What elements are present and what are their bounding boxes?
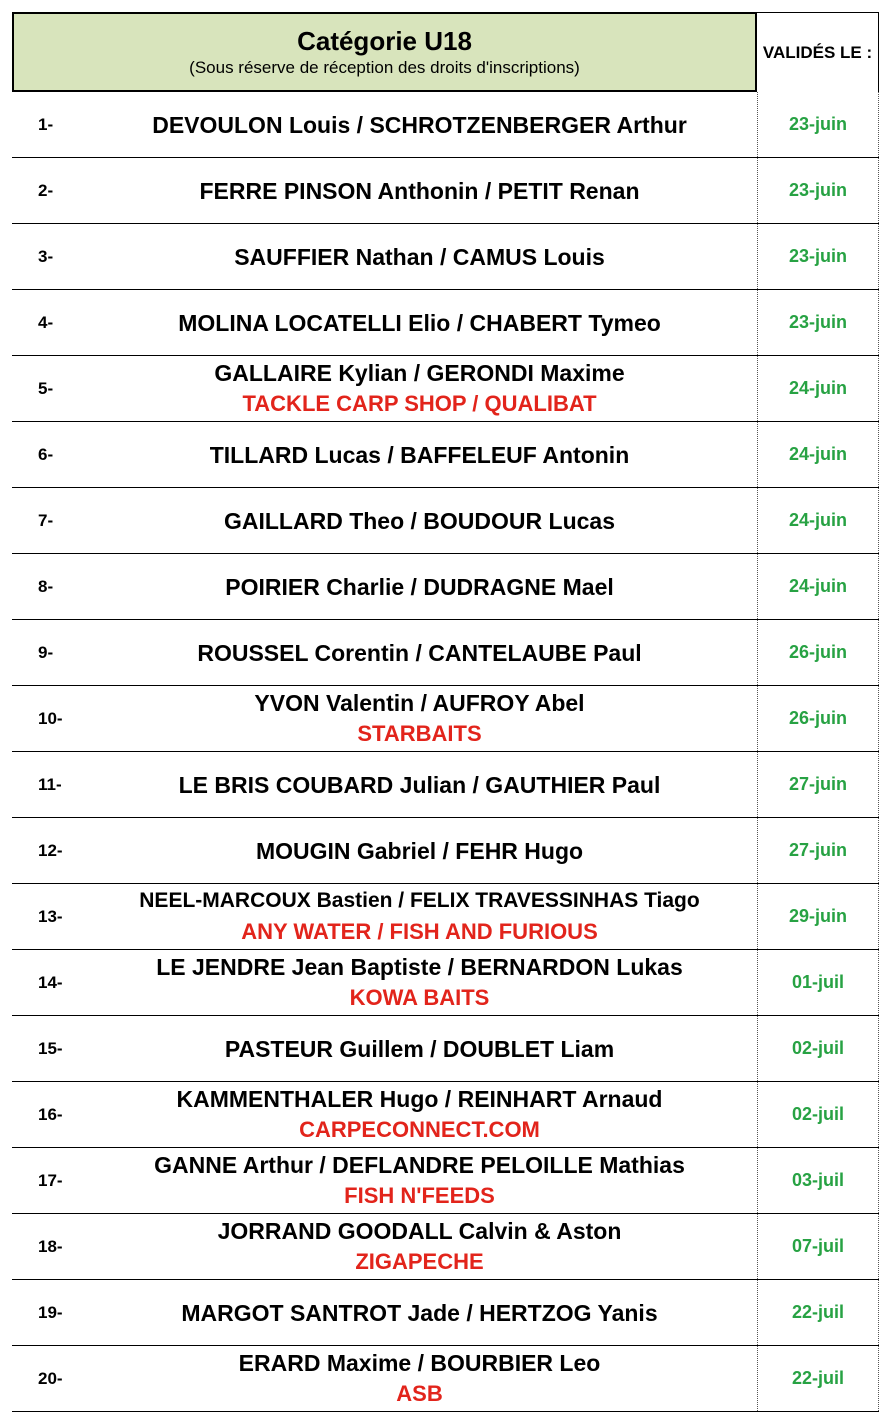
table-row — [12, 158, 879, 224]
table-row — [12, 488, 879, 554]
table-row — [12, 686, 879, 752]
validation-date: 24-juin — [757, 554, 879, 619]
row-number: 8- — [38, 576, 54, 596]
validation-date: 23-juin — [757, 92, 879, 157]
team-names: MOLINA LOCATELLI Elio / CHABERT Tymeo — [178, 309, 661, 336]
team-cell — [82, 752, 757, 817]
sponsor-name: ASB — [396, 1380, 443, 1406]
validated-header: VALIDÉS LE : — [757, 12, 879, 92]
row-number: 9- — [38, 642, 54, 662]
team-names: GALLAIRE Kylian / GERONDI Maxime — [214, 359, 625, 386]
row-number: 4- — [38, 312, 54, 332]
row-number: 11- — [38, 774, 62, 794]
team-cell — [82, 1214, 757, 1279]
team-names: LE JENDRE Jean Baptiste / BERNARDON Lukas — [156, 953, 683, 980]
table-row — [12, 884, 879, 950]
team-cell — [82, 224, 757, 289]
row-number: 13- — [38, 906, 63, 926]
team-names: JORRAND GOODALL Calvin & Aston — [217, 1217, 622, 1244]
team-cell — [82, 1082, 757, 1147]
validation-date: 29-juin — [757, 884, 879, 949]
table-header — [12, 12, 879, 92]
table-row — [12, 818, 879, 884]
validation-date: 02-juil — [757, 1082, 879, 1147]
validation-date: 01-juil — [757, 950, 879, 1015]
table-row — [12, 554, 879, 620]
validation-date: 02-juil — [757, 1016, 879, 1081]
sponsor-name: STARBAITS — [357, 720, 482, 746]
row-number: 18- — [38, 1236, 63, 1256]
team-names: LE BRIS COUBARD Julian / GAUTHIER Paul — [178, 771, 661, 798]
team-names: GANNE Arthur / DEFLANDRE PELOILLE Mathias — [154, 1151, 685, 1178]
row-number: 3- — [38, 246, 54, 266]
team-cell — [82, 950, 757, 1015]
team-cell — [82, 1346, 757, 1411]
table-row — [12, 224, 879, 290]
row-number: 12- — [38, 840, 63, 860]
team-names: ERARD Maxime / BOURBIER Leo — [238, 1349, 601, 1376]
sponsor-name: CARPECONNECT.COM — [299, 1116, 540, 1142]
team-cell — [82, 620, 757, 685]
table-row — [12, 422, 879, 488]
table-row — [12, 1346, 879, 1412]
table-row — [12, 1082, 879, 1148]
table-row — [12, 1148, 879, 1214]
team-cell — [82, 488, 757, 553]
team-cell — [82, 818, 757, 883]
team-names: KAMMENTHALER Hugo / REINHART Arnaud — [176, 1085, 663, 1112]
validation-date: 24-juin — [757, 422, 879, 487]
row-number: 15- — [38, 1038, 63, 1058]
team-cell — [82, 1016, 757, 1081]
validation-date: 23-juin — [757, 158, 879, 223]
validation-date: 23-juin — [757, 290, 879, 355]
validation-date: 24-juin — [757, 488, 879, 553]
row-number: 1- — [38, 114, 54, 134]
row-number: 2- — [38, 180, 54, 200]
validation-date: 22-juil — [757, 1280, 879, 1345]
row-number: 10- — [38, 708, 63, 728]
validation-date: 03-juil — [757, 1148, 879, 1213]
category-header — [12, 12, 757, 92]
registration-table — [12, 12, 879, 1412]
table-row — [12, 356, 879, 422]
sponsor-name: KOWA BAITS — [349, 984, 490, 1010]
team-cell — [82, 356, 757, 421]
table-row — [12, 92, 879, 158]
table-row — [12, 752, 879, 818]
team-cell — [82, 554, 757, 619]
table-row — [12, 1214, 879, 1280]
team-cell — [82, 884, 757, 949]
row-number: 5- — [38, 378, 54, 398]
team-names: MOUGIN Gabriel / FEHR Hugo — [255, 837, 584, 864]
table-body — [12, 92, 879, 1412]
team-cell — [82, 92, 757, 157]
validation-date: 07-juil — [757, 1214, 879, 1279]
team-names: SAUFFIER Nathan / CAMUS Louis — [234, 243, 605, 270]
row-number: 7- — [38, 510, 54, 530]
sponsor-name: ANY WATER / FISH AND FURIOUS — [241, 918, 598, 944]
table-row — [12, 950, 879, 1016]
team-names: ROUSSEL Corentin / CANTELAUBE Paul — [197, 639, 642, 666]
row-number: 6- — [38, 444, 54, 464]
team-names: TILLARD Lucas / BAFFELEUF Antonin — [209, 441, 630, 468]
team-names: PASTEUR Guillem / DOUBLET Liam — [224, 1035, 615, 1062]
team-names: MARGOT SANTROT Jade / HERTZOG Yanis — [181, 1299, 658, 1326]
category-title: Catégorie U18 — [297, 26, 472, 56]
team-cell — [82, 290, 757, 355]
team-cell — [82, 686, 757, 751]
team-cell — [82, 1148, 757, 1213]
category-subtitle: (Sous réserve de réception des droits d'inscriptions) — [189, 58, 580, 77]
row-number: 17- — [38, 1170, 63, 1190]
validation-date: 24-juin — [757, 356, 879, 421]
row-number: 16- — [38, 1104, 63, 1124]
table-row — [12, 290, 879, 356]
validation-date: 27-juin — [757, 818, 879, 883]
team-names: FERRE PINSON Anthonin / PETIT Renan — [199, 177, 640, 204]
row-number: 20- — [38, 1368, 63, 1388]
team-names: NEEL-MARCOUX Bastien / FELIX TRAVESSINHAS Tiago — [139, 888, 700, 912]
validation-date: 27-juin — [757, 752, 879, 817]
validation-date: 26-juin — [757, 686, 879, 751]
team-names: YVON Valentin / AUFROY Abel — [254, 689, 585, 716]
team-cell — [82, 158, 757, 223]
team-cell — [82, 1280, 757, 1345]
validation-date: 23-juin — [757, 224, 879, 289]
sponsor-name: ZIGAPECHE — [355, 1248, 484, 1274]
table-row — [12, 1016, 879, 1082]
team-cell — [82, 422, 757, 487]
team-names: DEVOULON Louis / SCHROTZENBERGER Arthur — [152, 111, 687, 138]
team-names: POIRIER Charlie / DUDRAGNE Mael — [225, 573, 614, 600]
row-number: 14- — [38, 972, 63, 992]
sponsor-name: TACKLE CARP SHOP / QUALIBAT — [242, 390, 597, 416]
team-names: GAILLARD Theo / BOUDOUR Lucas — [223, 507, 615, 534]
table-row — [12, 620, 879, 686]
table-row — [12, 1280, 879, 1346]
validation-date: 26-juin — [757, 620, 879, 685]
row-number: 19- — [38, 1302, 63, 1322]
sponsor-name: FISH N'FEEDS — [344, 1182, 495, 1208]
validation-date: 22-juil — [757, 1346, 879, 1411]
